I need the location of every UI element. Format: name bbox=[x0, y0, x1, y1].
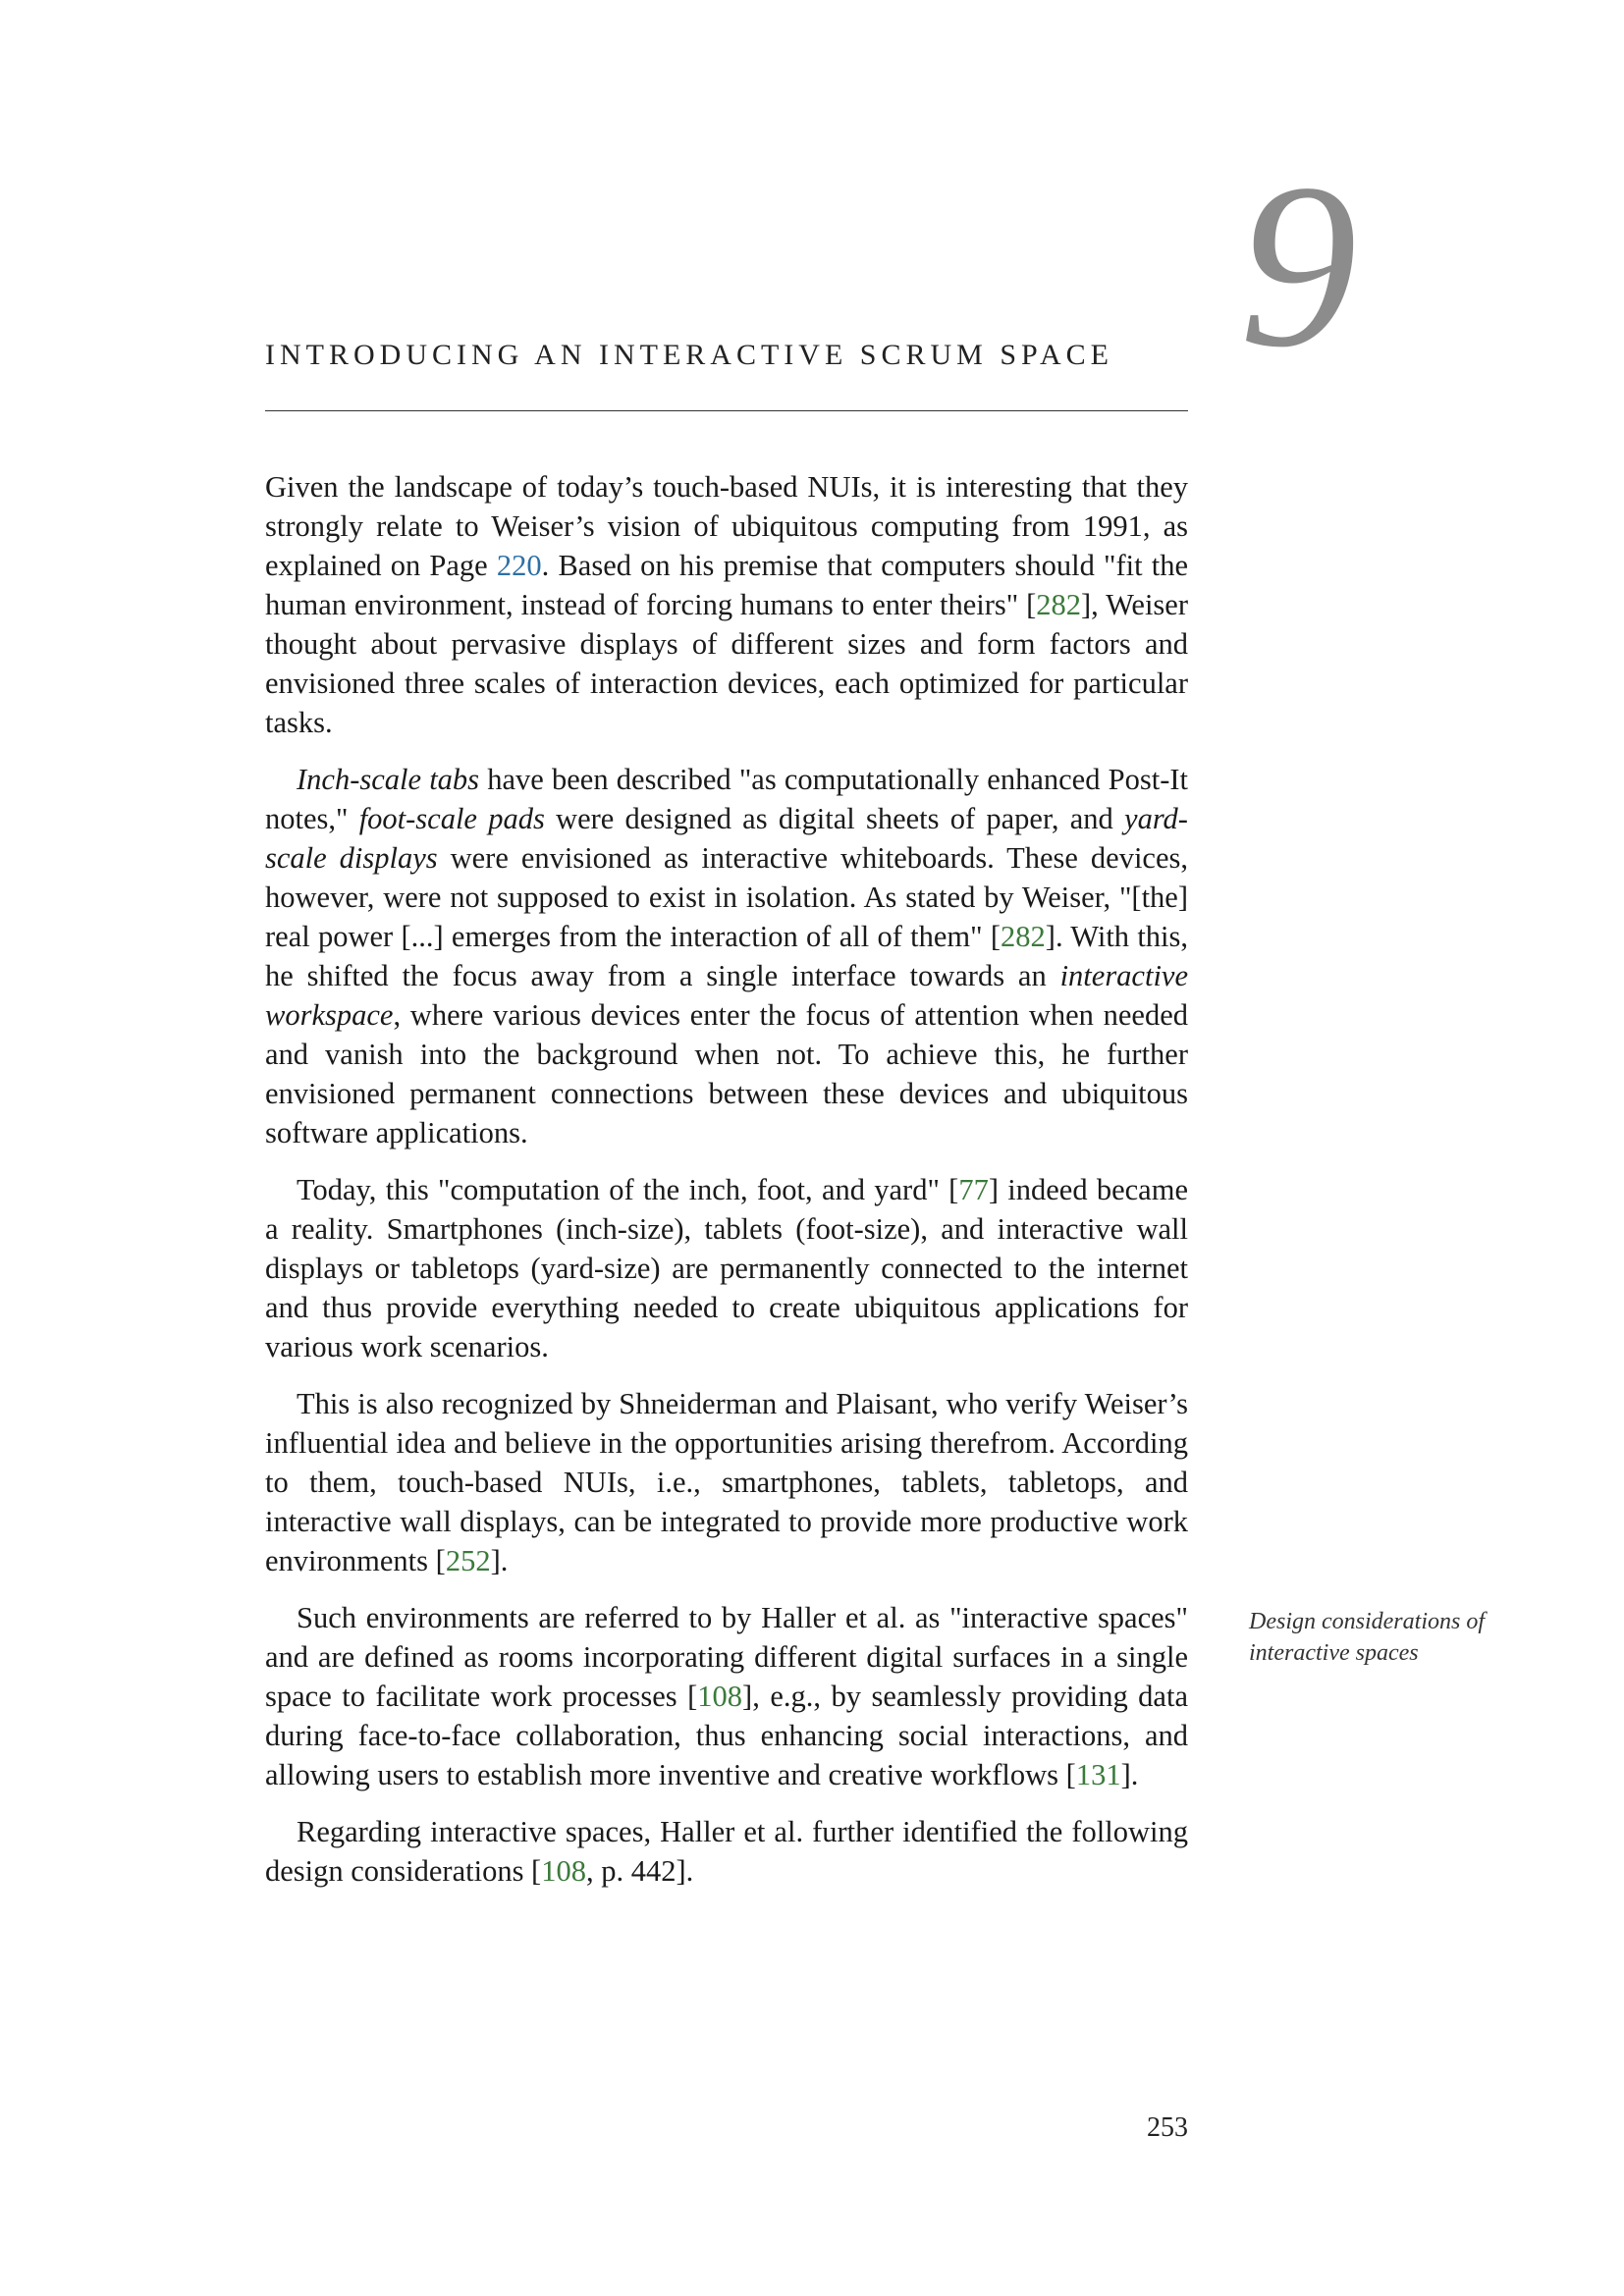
paragraph-text: Regarding interactive spaces, Haller et al. further identified the following design considerations [ bbox=[265, 1815, 1188, 1888]
citation-link[interactable]: 108 bbox=[541, 1854, 586, 1888]
paragraph-text: This is also recognized by Shneiderman and Plaisant, who verify Weiser’s influential idea and believe in the opportunities arising therefrom. According to them, touch-based NUIs, i.e., smartphones, tablets, tabletops, and interactive wall displays, can be integrated to provide more productive work environments [ bbox=[265, 1387, 1188, 1577]
paragraph-text: ]. bbox=[1120, 1758, 1139, 1791]
paragraph bbox=[265, 760, 1188, 1152]
paragraph bbox=[265, 1598, 1188, 1794]
paragraph-text: ], Weiser thought about pervasive displays of different sizes and form factors and envisioned three scales of interaction devices, each optimized for particular tasks. bbox=[265, 588, 1189, 739]
paragraph-text: Such environments are referred to by Haller et al. as "interactive spaces" and are defined as rooms incorporating different digital surfaces in a single space to facilitate work processes [ bbox=[265, 1601, 1188, 1713]
citation-link[interactable]: 108 bbox=[697, 1680, 743, 1713]
paragraph-text: . Based on his premise that computers should "fit the human environment, instead of forcing humans to enter theirs" [ bbox=[265, 549, 1188, 621]
paragraph-text: ] indeed became a reality. Smartphones (inch-size), tablets (foot-size), and interactive wall displays or tabletops (yard-size) are permanently connected to the internet and thus provide everything needed to create ubiquitous applications for various work scenarios. bbox=[265, 1173, 1188, 1363]
paragraph-text: Given the landscape of today’s touch-based NUIs, it is interesting that they strongly relate to Weiser’s vision of ubiquitous computing from 1991, as explained on Page bbox=[265, 470, 1188, 582]
emphasis-text: interactive workspace bbox=[265, 959, 1188, 1032]
margin-note: Design considerations of interactive spaces bbox=[1249, 1609, 1485, 1666]
paragraph-text: ], e.g., by seamlessly providing data during face-to-face collaboration, thus enhancing social interactions, and allowing users to establish more inventive and creative workflows [ bbox=[265, 1680, 1188, 1791]
citation-link[interactable]: 252 bbox=[445, 1544, 491, 1577]
emphasis-text: yard-scale displays bbox=[265, 802, 1188, 875]
paragraph-text: , where various devices enter the focus of attention when needed and vanish into the background when not. To achieve this, he further envisioned permanent connections between these devices and ubiquitous software applications. bbox=[265, 998, 1188, 1149]
citation-link[interactable]: 282 bbox=[1001, 920, 1046, 953]
page-number: 253 bbox=[1147, 2112, 1188, 2143]
paragraph-text: were designed as digital sheets of paper, and bbox=[544, 802, 1125, 835]
citation-link[interactable]: 131 bbox=[1075, 1758, 1121, 1791]
citation-link[interactable]: 282 bbox=[1036, 588, 1081, 621]
chapter-title: INTRODUCING AN INTERACTIVE SCRUM SPACE bbox=[265, 339, 1113, 371]
paragraph bbox=[265, 467, 1188, 742]
citation-link[interactable]: 77 bbox=[958, 1173, 989, 1206]
emphasis-text: Inch-scale tabs bbox=[297, 763, 480, 796]
paragraph-text: were envisioned as interactive whiteboards. These devices, however, were not supposed to exist in isolation. As stated by Weiser, "[the] real power [...] emerges from the interaction of all of them" [ bbox=[265, 841, 1188, 953]
emphasis-text: foot-scale pads bbox=[358, 802, 545, 835]
body-text bbox=[265, 467, 1188, 1908]
paragraph-text: Today, this "computation of the inch, foot, and yard" [ bbox=[297, 1173, 959, 1206]
paragraph-text: ]. bbox=[490, 1544, 509, 1577]
paragraph bbox=[265, 1812, 1188, 1891]
paragraph-text: have been described "as computationally enhanced Post-It notes," bbox=[265, 763, 1188, 835]
paragraph-text: , p. 442]. bbox=[585, 1854, 694, 1888]
paragraph-text: ]. With this, he shifted the focus away from a single interface towards an bbox=[265, 920, 1189, 992]
paragraph bbox=[265, 1170, 1188, 1366]
page-reference-link[interactable]: 220 bbox=[496, 549, 542, 582]
chapter-number: 9 bbox=[1239, 134, 1357, 396]
title-divider bbox=[265, 410, 1188, 411]
paragraph bbox=[265, 1384, 1188, 1580]
